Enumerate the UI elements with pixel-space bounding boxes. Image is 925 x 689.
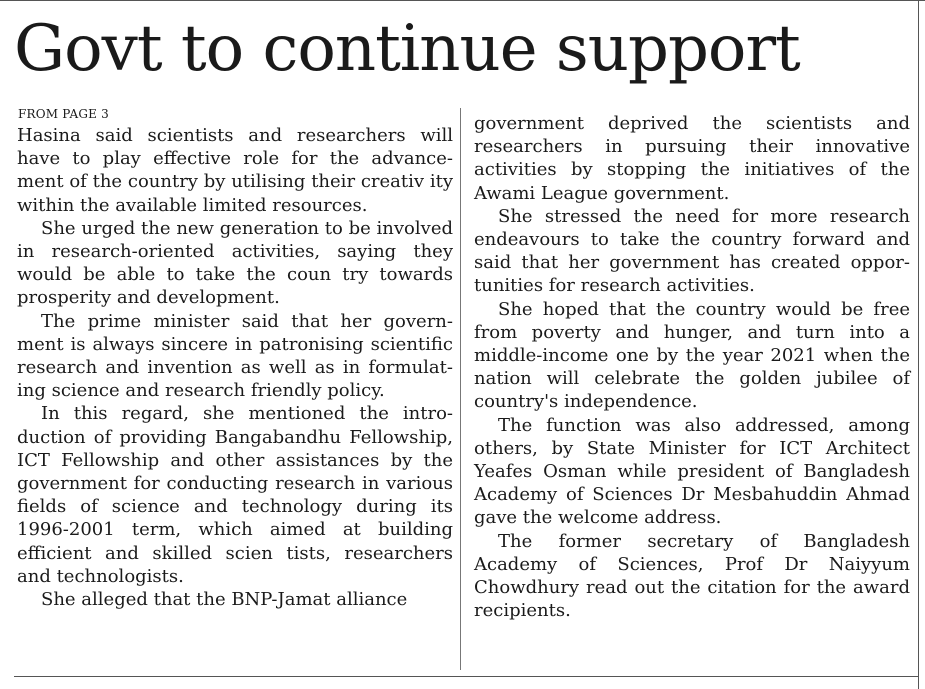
article-paragraph: She hoped that the country would be free from poverty and hunger, and turn into a middle-income one by the year 2021 when the nation will celebrate the golden jubilee of country's independence. [474,298,910,413]
article-paragraph: She stressed the need for more research endeavours to take the country forward and said that her government has created oppor tunities for research activities. [474,205,910,297]
article-paragraph: She alleged that the BNP-Jamat alliance [41,589,408,611]
article-paragraph: Hasina said scientists and researchers will have to play effective role for the advance ment of the country by utilising their creativ ity within the available limited resources. [17,125,453,216]
article-paragraph: government deprived the scientists and researchers in pursuing their innovative activities by stopping the initiatives of the Awami League government. [474,113,910,204]
article-paragraph: The prime minister said that her govern ment is always sincere in patronising scientific research and invention as well as in formulat ing science and research friendly policy. [17,310,453,402]
article-column-right [474,112,910,622]
right-border-rule [918,0,919,689]
top-border-rule [0,0,925,1]
article-paragraph: She urged the new generation to be involved in research-oriented activities, saying they would be able to take the coun try towards prosperity and development. [17,217,453,309]
article-column-left [17,124,453,611]
bottom-border-rule [14,676,918,677]
continuation-kicker: FROM PAGE 3 [18,107,109,121]
article-paragraph: In this regard, she mentioned the intro duction of providing Bangabandhu Fellowship, ICT Fellowship and other assistances by the government for conducting research in various fields of science and technology during its 1996-2001 term, which aimed at building efficient and skilled scien tists, researchers and technologists. [17,403,453,587]
article-headline: Govt to continue support [14,12,800,86]
column-divider [460,108,461,670]
article-paragraph: The former secretary of Bangladesh Academy of Sciences, Prof Dr Naiyyum Chowdhury read out the citation for the award recipients. [474,530,910,622]
article-paragraph: The function was also addressed, among others, by State Minister for ICT Architect Yeafes Osman while president of Bangladesh Academy of Sciences Dr Mesbahuddin Ahmad gave the welcome address. [474,414,910,529]
